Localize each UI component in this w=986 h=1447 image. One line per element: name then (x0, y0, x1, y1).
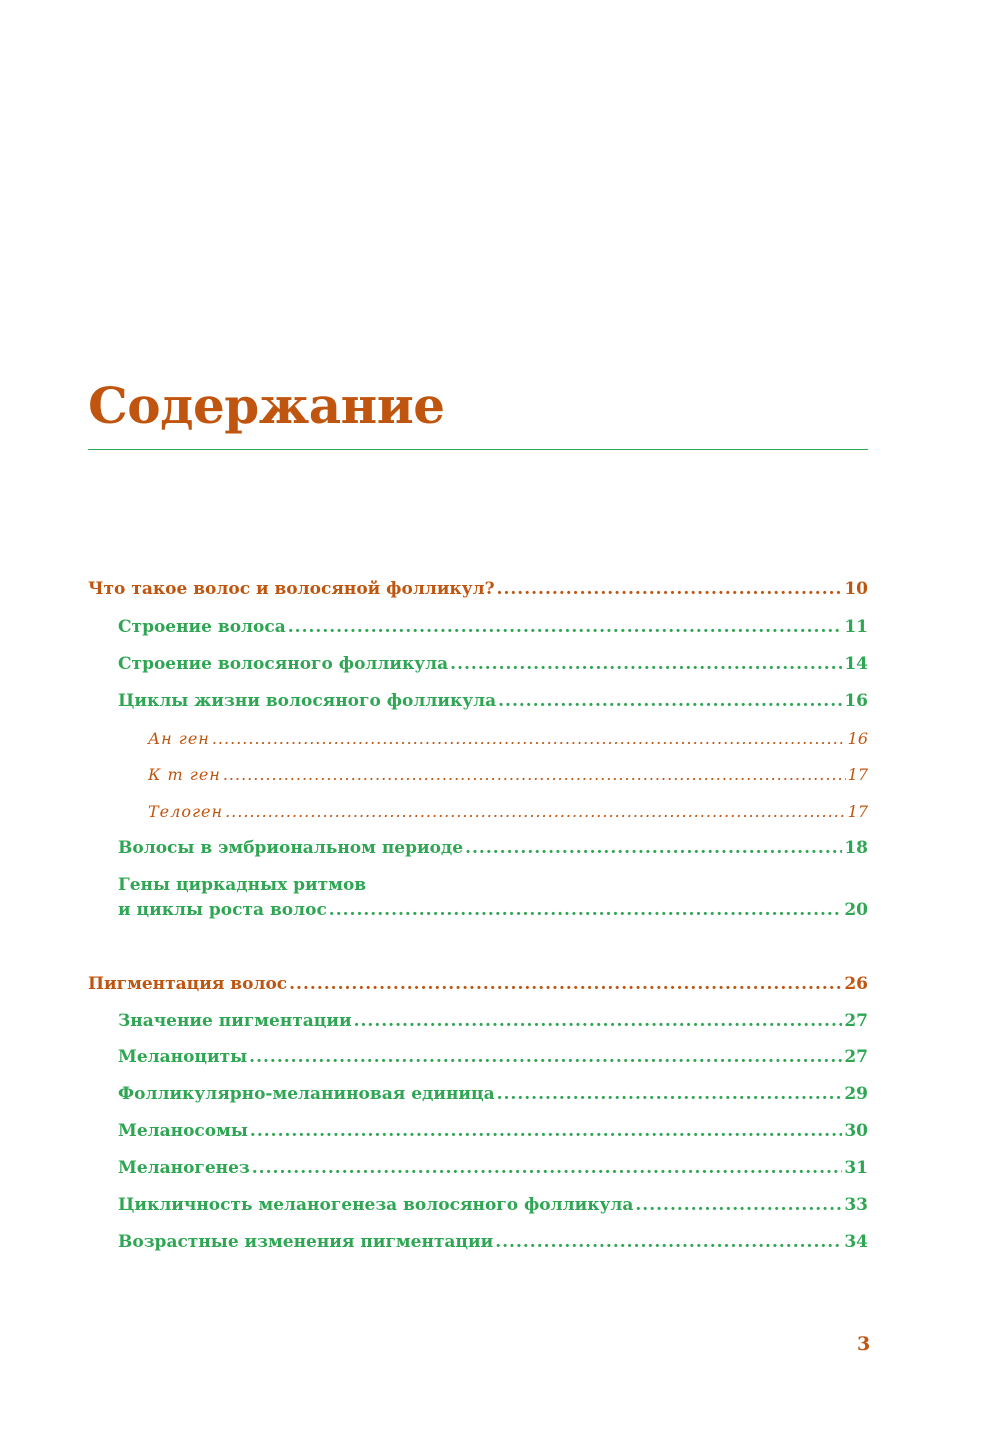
toc-entry-page: 16 (847, 729, 868, 748)
dot-leader (450, 654, 842, 674)
toc-entry-page: 20 (844, 900, 868, 920)
dot-leader (354, 1011, 843, 1031)
toc-entry-page: 16 (844, 691, 868, 711)
toc-entry-label: Циклы жизни волосяного фолликула (118, 691, 497, 711)
dot-leader (288, 617, 843, 637)
toc-entry-page: 17 (847, 765, 868, 784)
toc-section-entry[interactable] (118, 1195, 868, 1215)
dot-leader (497, 1084, 843, 1104)
toc-entry-label: Строение волосяного фолликула (118, 654, 449, 674)
toc-section-entry[interactable] (118, 838, 868, 858)
toc-entry-label: К т ген (148, 765, 221, 784)
dot-leader (250, 1121, 842, 1141)
toc-entry-label: Пигментация волос (88, 974, 288, 994)
toc-entry-label: Телоген (148, 802, 224, 821)
dot-leader (225, 802, 846, 821)
dot-leader (223, 765, 846, 784)
toc-entry-page: 27 (844, 1047, 868, 1067)
toc-entry-label: Цикличность меланогенеза волосяного фолликула (118, 1195, 634, 1215)
toc-entry-page: 29 (844, 1084, 868, 1104)
toc-entry-label: Что такое волос и волосяной фолликул? (88, 579, 495, 599)
dot-leader (635, 1195, 842, 1215)
toc-chapter-entry[interactable] (88, 974, 868, 994)
dot-leader (212, 729, 846, 748)
toc-entry-label: Возрастные изменения пигментации (118, 1232, 494, 1252)
dot-leader (252, 1158, 843, 1178)
toc-section-entry[interactable] (118, 1047, 868, 1067)
toc-subsection-entry[interactable] (148, 765, 868, 784)
title-divider (88, 449, 868, 450)
toc-entry-page: 11 (844, 617, 868, 637)
toc-subsection-entry[interactable] (148, 729, 868, 748)
toc-subsection-entry[interactable] (148, 802, 868, 821)
toc-entry-page: 27 (844, 1011, 868, 1031)
dot-leader (498, 691, 842, 711)
dot-leader (249, 1047, 842, 1067)
toc-entry-page: 10 (844, 579, 868, 599)
toc-entry-label: Фолликулярно-меланиновая единица (118, 1084, 495, 1104)
page-number: 3 (857, 1333, 871, 1355)
toc-entry-page: 17 (847, 802, 868, 821)
toc-entry-page: 33 (844, 1195, 868, 1215)
dot-leader (497, 579, 843, 599)
dot-leader (329, 900, 843, 920)
toc-section-entry[interactable] (118, 1011, 868, 1031)
toc-entry-label: Меланоциты (118, 1047, 248, 1067)
toc-section-entry[interactable] (118, 654, 868, 674)
toc-section-entry[interactable] (118, 1084, 868, 1104)
toc-entry-page: 14 (844, 654, 868, 674)
toc-section-entry[interactable] (118, 1121, 868, 1141)
toc-entry-label: Меланосомы (118, 1121, 248, 1141)
page-title: Содержание (88, 376, 445, 435)
toc-section-entry[interactable] (118, 1158, 868, 1178)
toc-entry-label-line1: Гены циркадных ритмов (118, 875, 367, 895)
toc-entry-page: 26 (844, 974, 868, 994)
toc-entry-label-line2: и циклы роста волос (118, 900, 327, 920)
dot-leader (465, 838, 842, 858)
toc-chapter-entry[interactable] (88, 579, 868, 599)
toc-entry-label: Ан ген (148, 729, 210, 748)
toc-section-entry[interactable] (118, 691, 868, 711)
toc-section-entry[interactable] (118, 617, 868, 637)
toc-entry-label: Значение пигментации (118, 1011, 352, 1031)
toc-entry-label: Волосы в эмбриональном периоде (118, 838, 464, 858)
toc-entry-page: 18 (844, 838, 868, 858)
toc-entry-page: 30 (844, 1121, 868, 1141)
toc-entry-label: Строение волоса (118, 617, 286, 637)
toc-entry-label: Меланогенез (118, 1158, 250, 1178)
toc-entry-page: 34 (844, 1232, 868, 1252)
dot-leader (495, 1232, 842, 1252)
dot-leader (289, 974, 842, 994)
toc-section-entry[interactable] (118, 875, 868, 920)
toc-entry-page: 31 (844, 1158, 868, 1178)
toc-section-entry[interactable] (118, 1232, 868, 1252)
